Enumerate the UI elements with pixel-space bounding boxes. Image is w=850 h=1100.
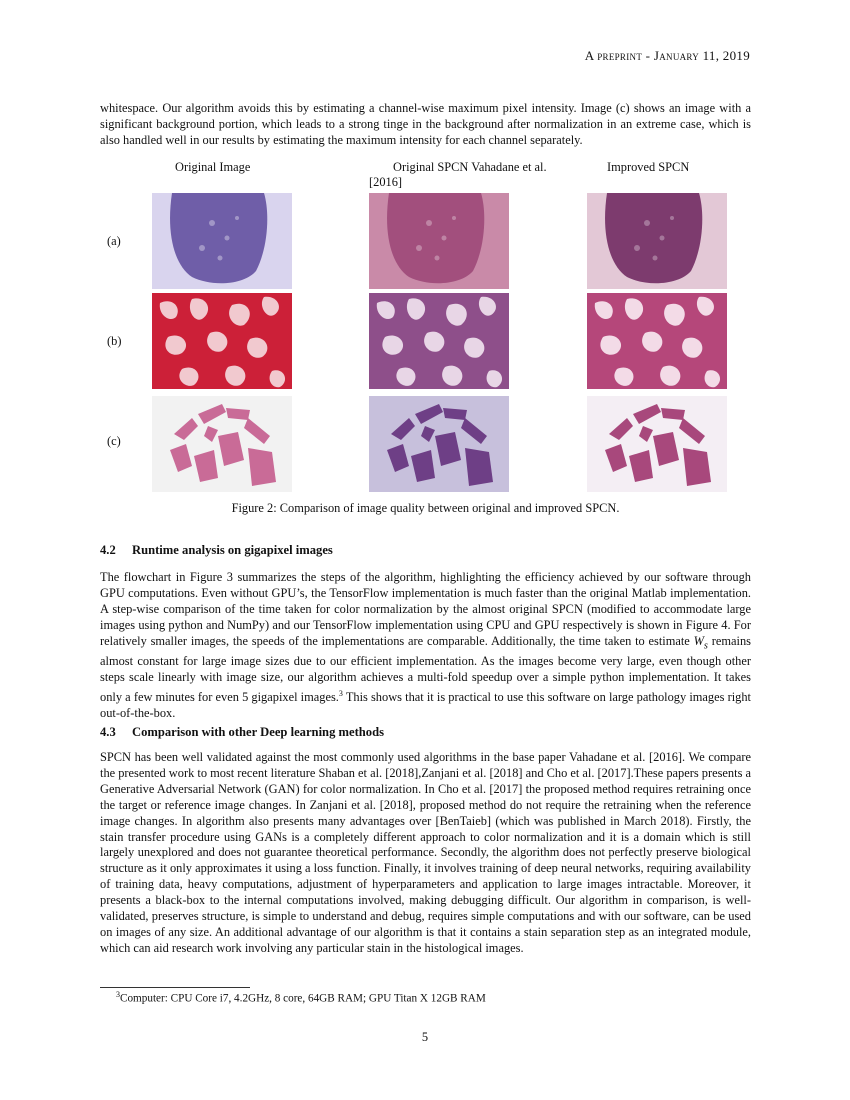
figure-caption: Figure 2: Comparison of image quality between original and improved SPCN. <box>231 501 620 515</box>
section-heading-4-3 <box>100 725 384 740</box>
figure-image-c-vahadane <box>369 396 509 492</box>
section-4-3-paragraph: SPCN has been well validated against the most commonly used algorithms in the base paper Vahadane et al. [2016]. We compare the presented work to most recent literature Shaban et al. [2018],Zanjani et al. [2018] and Cho et al. [2017].These papers presents a Generative Adversarial Network (GAN) for color normalization. In Cho et al. [2017] the proposed method requires retraining once the target or reference image changes. In Zanjani et al. [2018], proposed method do not require the retraining when the reference image changes. In algorithm also presents many advantages over [BenTaieb] (which was published in March 2018). Firstly, the stain transfer procedure using GANs is a completely different approach to color normalization and it is a domain which is still largely unexplored and does not guarantee theoretical performance. Secondly, the algorithm does not perfectly preserve biological structure as it only approximates it using a loss function. Finally, it involves training of deep neural networks, requiring availability of training data, heavy computations, adjustment of hyperparameters and application to large images intractable. Moreover, it presents a black-box to the internal computations involved, making debugging difficult. Our algorithm in comparison, is well-validated, preserves structure, is simple to understand and debug, requires simple computations and with our software, can be used on images of any size. An additional advantage of our algorithm is that it contains a stain separation step as an integrated module, which can aid research work involving any particular stain in the histological images. <box>100 750 751 955</box>
paragraph-text: remains almost constant for large image sizes due to our efficient implementation. As the images become very large, even though other steps scale linearly with image size, our algorithm achieves a multi-fold speedup over a simple python implementation. It takes only a few minutes for even 5 gigapixel images. <box>100 633 751 704</box>
footnote <box>116 990 486 1005</box>
running-head: A preprint - January 11, 2019 <box>584 48 750 63</box>
figure-image-b-vahadane <box>369 293 509 389</box>
figure-column-label-improved: Improved SPCN <box>607 160 690 174</box>
figure-image-c-original <box>152 396 292 492</box>
footnote-text: Computer: CPU Core i7, 4.2GHz, 8 core, 64GB RAM; GPU Titan X 12GB RAM <box>120 992 486 1005</box>
intro-paragraph: whitespace. Our algorithm avoids this by estimating a channel-wise maximum pixel intensity. Image (c) shows an image with a significant background portion, which leads to a strong tinge in the background after normalization in an extreme case, which is also handled well in our results by estimating the maximum intensity for each channel separately. <box>100 101 751 147</box>
figure-image-a-original <box>152 193 292 289</box>
math-symbol: W <box>693 633 704 648</box>
figure-image-b-original <box>152 293 292 389</box>
figure-image-b-improved <box>587 293 727 389</box>
section-number: 4.3 <box>100 725 116 739</box>
section-number: 4.2 <box>100 543 116 557</box>
figure-image-a-vahadane <box>369 193 509 289</box>
footnote-reference[interactable]: 3 <box>338 688 343 698</box>
paragraph-text: This shows that it is practical to use this software on large pathology images right out-of-the-box. <box>100 689 751 720</box>
section-title: Comparison with other Deep learning methods <box>132 725 384 739</box>
figure-image-a-improved <box>587 193 727 289</box>
page-number: 5 <box>421 1030 429 1044</box>
figure-row-label-b: (b) <box>107 334 122 348</box>
figure-row-label-c: (c) <box>107 434 121 448</box>
figure-row-label-a: (a) <box>107 234 121 248</box>
section-title: Runtime analysis on gigapixel images <box>132 543 333 557</box>
math-subscript: s <box>703 640 708 652</box>
section-heading-4-2 <box>100 543 333 558</box>
footnote-mark: 3 <box>116 990 120 999</box>
figure-column-label-original: Original Image <box>175 160 251 174</box>
section-4-2-paragraph <box>100 570 751 722</box>
footnote-rule <box>100 987 250 988</box>
paragraph-text: The flowchart in Figure 3 summarizes the steps of the algorithm, highlighting the efficiency achieved by our software through GPU computations. Even without GPU’s, the TensorFlow implementation is much faster than the original Matlab implementation. A step-wise comparison of the time taken for color normalization by the almost original SPCN (modified to accommodate large images using python and NumPy) and our TensorFlow implementation using CPU and GPU respectively is shown in Figure 4. For relatively smaller images, the speeds of the implementations are comparable. Additionally, the time taken to estimate <box>100 570 751 648</box>
figure-image-c-improved <box>587 396 727 492</box>
figure-column-label-vahadane: Original SPCN Vahadane et al. [2016] <box>369 160 547 189</box>
